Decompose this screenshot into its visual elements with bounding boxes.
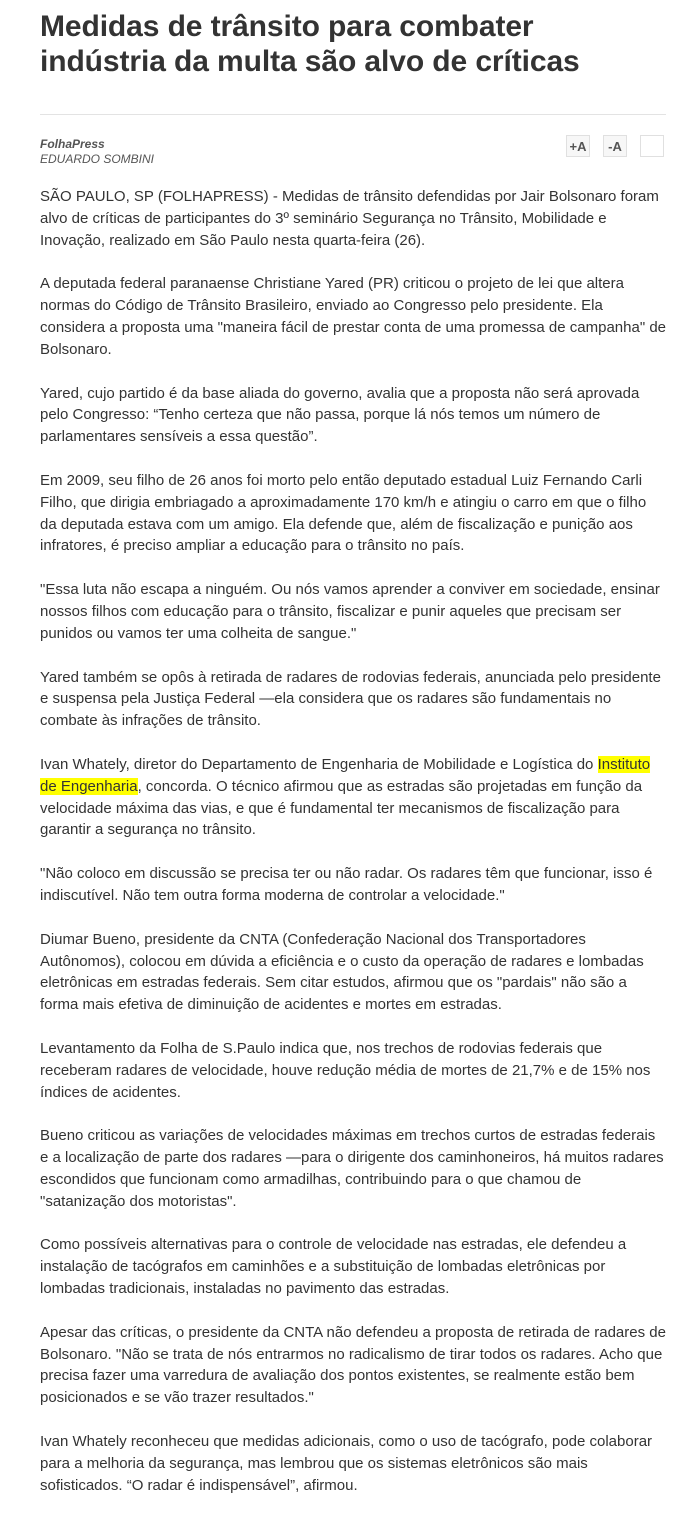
article-paragraph: "Essa luta não escapa a ninguém. Ou nós vamos aprender a conviver em sociedade, ensinar nossos filhos com educação para o trânsito, fiscalizar e punir aqueles que precisam ser punidos ou vamos ter uma colheita de sangue." xyxy=(40,581,660,642)
byline xyxy=(40,137,154,167)
increase-font-button[interactable]: +A xyxy=(566,135,590,157)
byline-agency: FolhaPress xyxy=(40,137,105,151)
paragraph-text-before: Ivan Whately, diretor do Departamento de Engenharia de Mobilidade e Logística do xyxy=(40,755,598,773)
article-paragraph: Levantamento da Folha de S.Paulo indica que, nos trechos de rodovias federais que receberam radares de velocidade, houve redução média de mortes de 21,7% e de 15% nos índices de acidentes. xyxy=(40,1039,651,1101)
decrease-font-button[interactable]: -A xyxy=(603,135,627,157)
article-paragraph-with-link xyxy=(40,754,666,841)
article-paragraph: A deputada federal paranaense Christiane Yared (PR) criticou o projeto de lei que altera normas do Código de Trânsito Brasileiro, enviado ao Congresso pelo presidente. Ela considera a proposta uma "maneira fácil de prestar conta de uma promessa de campanha" de Bolsonaro. xyxy=(40,275,667,358)
article-paragraph: Yared também se opôs à retirada de radares de rodovias federais, anunciada pelo presidente e suspensa pela Justiça Federal —ela considera que os radares são fundamentais no combate às infrações de trânsito. xyxy=(40,668,661,730)
instituto-de-engenharia-link[interactable]: Instituto de Engenharia xyxy=(40,755,651,795)
paragraph-text-after: , concorda. O técnico afirmou que as estradas são projetadas em função da velocidade máxima das vias, e que é fundamental ter mecanismos de fiscalização para garantir a segurança no trânsito. xyxy=(40,777,643,839)
article-paragraph: Ivan Whately reconheceu que medidas adicionais, como o uso de tacógrafo, pode colaborar para a melhoria da segurança, mas lembrou que os sistemas eletrônicos são mais sofisticados. “O radar é indispensável”, afirmou. xyxy=(40,1433,653,1494)
byline-author: EDUARDO SOMBINI xyxy=(40,152,155,166)
article-page xyxy=(40,0,667,1494)
article-paragraph: "Não coloco em discussão se precisa ter ou não radar. Os radares têm que funcionar, isso é indiscutível. Não tem outra forma moderna de controlar a velocidade." xyxy=(40,865,653,904)
article-paragraph: Bueno criticou as variações de velocidades máximas em trechos curtos de estradas federais e a localização de parte dos radares —para o dirigente dos caminhoneiros, há muitos radares escondidos que funcionam como armadilhas, contribuindo para o que chamou de "satanização dos motoristas". xyxy=(40,1127,664,1210)
article-paragraph: Em 2009, seu filho de 26 anos foi morto pelo então deputado estadual Luiz Fernando Carli Filho, que dirigia embriagado a aproximadamente 170 km/h e atingiu o carro em que o filho da deputada estava com um amigo. Ela defende que, além de fiscalização e punição aos infratores, é preciso ampliar a educação para o trânsito no país. xyxy=(40,471,647,555)
font-size-controls xyxy=(566,135,664,157)
article-headline: Medidas de trânsito para combater indústria da multa são alvo de críticas xyxy=(40,10,580,78)
article-paragraph: SÃO PAULO, SP (FOLHAPRESS) - Medidas de trânsito defendidas por Jair Bolsonaro foram alvo de críticas de participantes do 3º seminário Segurança no Trânsito, Mobilidade e Inovação, realizado em São Paulo nesta quarta-feira (26). xyxy=(40,188,659,249)
article-paragraph: Apesar das críticas, o presidente da CNTA não defendeu a proposta de retirada de radares de Bolsonaro. "Não se trata de nós entrarmos no radicalismo de tirar todos os radares. Acho que precisa fazer uma varredura de avaliação dos pontos existentes, se realmente estão bem posicionados e se vão trazer resultados." xyxy=(40,1323,666,1407)
article-paragraph: Como possíveis alternativas para o controle de velocidade nas estradas, ele defendeu a instalação de tacógrafos em caminhões e a substituição de lombadas eletrônicas por lombadas tradicionais, instaladas no pavimento das estradas. xyxy=(40,1236,627,1298)
article-paragraph: Diumar Bueno, presidente da CNTA (Confederação Nacional dos Transportadores Autônomos), colocou em dúvida a eficiência e o custo da operação de radares e lombadas eletrônicas em estradas federais. Sem citar estudos, afirmou que os "pardais" não são a forma mais efetiva de diminuição de acidentes e mortes em estradas. xyxy=(40,930,644,1014)
article-paragraph: Yared, cujo partido é da base aliada do governo, avalia que a proposta não será aprovada pelo Congresso: “Tenho certeza que não passa, porque lá nós temos um número de parlamentares sensíveis a essa questão”. xyxy=(40,384,640,446)
font-option-button[interactable] xyxy=(640,135,664,157)
header-divider xyxy=(40,114,666,115)
article-body xyxy=(40,186,666,1518)
